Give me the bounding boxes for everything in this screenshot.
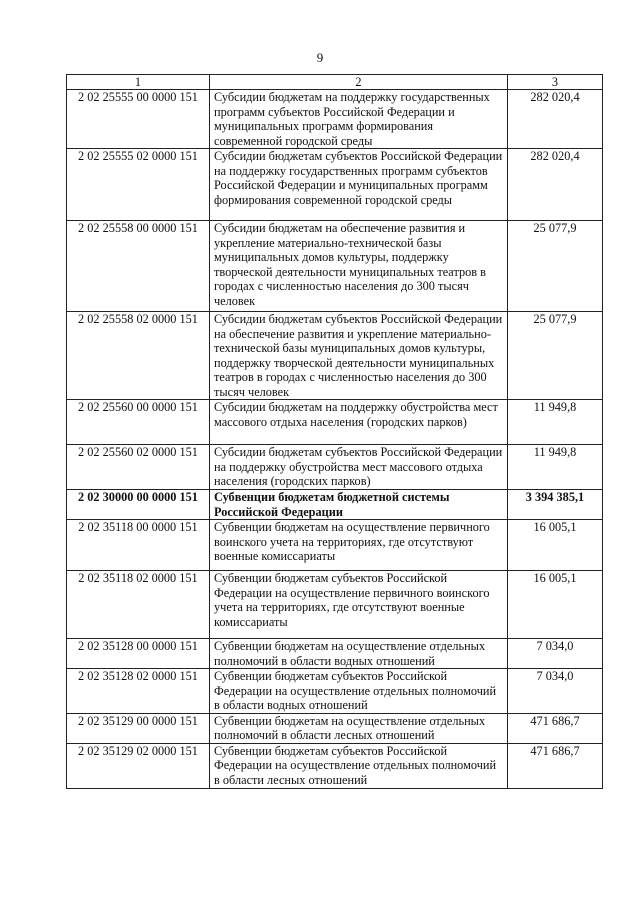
table-row	[67, 520, 603, 571]
row-description: Субсидии бюджетам на поддержку обустройства мест массового отдыха населения (городских парков)	[210, 400, 508, 445]
row-amount: 11 949,8	[508, 400, 603, 445]
row-amount: 7 034,0	[508, 669, 603, 714]
table-row	[67, 743, 603, 788]
budget-revenue-table	[66, 74, 603, 789]
row-description: Субвенции бюджетам на осуществление первичного воинского учета на территориях, где отсутствуют военные комиссариаты	[210, 520, 508, 571]
row-code: 2 02 25560 00 0000 151	[67, 400, 210, 445]
row-code: 2 02 25555 00 0000 151	[67, 90, 210, 149]
column-header-code: 1	[67, 75, 210, 90]
row-code: 2 02 30000 00 0000 151	[67, 490, 210, 520]
table-header-row	[67, 75, 603, 90]
table-row	[67, 149, 603, 221]
row-amount: 16 005,1	[508, 520, 603, 571]
row-code: 2 02 35118 00 0000 151	[67, 520, 210, 571]
row-description: Субвенции бюджетам на осуществление отдельных полномочий в области лесных отношений	[210, 713, 508, 743]
row-description: Субвенции бюджетам бюджетной системы Российской Федерации	[210, 490, 508, 520]
row-code: 2 02 25558 00 0000 151	[67, 221, 210, 312]
row-amount: 282 020,4	[508, 149, 603, 221]
column-header-amount: 3	[508, 75, 603, 90]
table-row	[67, 312, 603, 400]
table-row	[67, 221, 603, 312]
table-row	[67, 669, 603, 714]
row-amount: 471 686,7	[508, 713, 603, 743]
table-row	[67, 571, 603, 639]
row-code: 2 02 25555 02 0000 151	[67, 149, 210, 221]
column-header-description: 2	[210, 75, 508, 90]
table-row	[67, 445, 603, 490]
row-amount: 471 686,7	[508, 743, 603, 788]
row-description: Субвенции бюджетам субъектов Российской Федерации на осуществление отдельных полномочий в области лесных отношений	[210, 743, 508, 788]
row-amount: 3 394 385,1	[508, 490, 603, 520]
table-row	[67, 90, 603, 149]
table-row	[67, 639, 603, 669]
table-row	[67, 713, 603, 743]
row-code: 2 02 35129 02 0000 151	[67, 743, 210, 788]
row-description: Субсидии бюджетам на поддержку государственных программ субъектов Российской Федерации и муниципальных программ формирования современной городской среды	[210, 90, 508, 149]
row-amount: 282 020,4	[508, 90, 603, 149]
page-number: 9	[316, 50, 324, 65]
row-code: 2 02 35128 00 0000 151	[67, 639, 210, 669]
row-amount: 25 077,9	[508, 312, 603, 400]
row-description: Субсидии бюджетам субъектов Российской Федерации на обеспечение развития и укрепление материально-технической базы муниципальных домов культуры, поддержку творческой деятельности муниципальных театров в городах с численностью населения до 300 тысяч человек	[210, 312, 508, 400]
row-code: 2 02 35129 00 0000 151	[67, 713, 210, 743]
row-amount: 7 034,0	[508, 639, 603, 669]
row-description: Субсидии бюджетам на обеспечение развития и укрепление материально-технической базы муниципальных домов культуры, поддержку творческой деятельности муниципальных театров в городах с численностью населения до 300 тысяч человек	[210, 221, 508, 312]
row-code: 2 02 25560 02 0000 151	[67, 445, 210, 490]
row-amount: 16 005,1	[508, 571, 603, 639]
row-amount: 25 077,9	[508, 221, 603, 312]
row-code: 2 02 25558 02 0000 151	[67, 312, 210, 400]
row-description: Субсидии бюджетам субъектов Российской Федерации на поддержку обустройства мест массового отдыха населения (городских парков)	[210, 445, 508, 490]
table-row-section-total	[67, 490, 603, 520]
row-code: 2 02 35118 02 0000 151	[67, 571, 210, 639]
row-description: Субсидии бюджетам субъектов Российской Федерации на поддержку государственных программ субъектов Российской Федерации и муниципальных программ формирования современной городской среды	[210, 149, 508, 221]
table-row	[67, 400, 603, 445]
row-amount: 11 949,8	[508, 445, 603, 490]
row-description: Субвенции бюджетам субъектов Российской Федерации на осуществление первичного воинского учета на территориях, где отсутствуют военные комиссариаты	[210, 571, 508, 639]
row-description: Субвенции бюджетам субъектов Российской Федерации на осуществление отдельных полномочий в области водных отношений	[210, 669, 508, 714]
row-description: Субвенции бюджетам на осуществление отдельных полномочий в области водных отношений	[210, 639, 508, 669]
row-code: 2 02 35128 02 0000 151	[67, 669, 210, 714]
